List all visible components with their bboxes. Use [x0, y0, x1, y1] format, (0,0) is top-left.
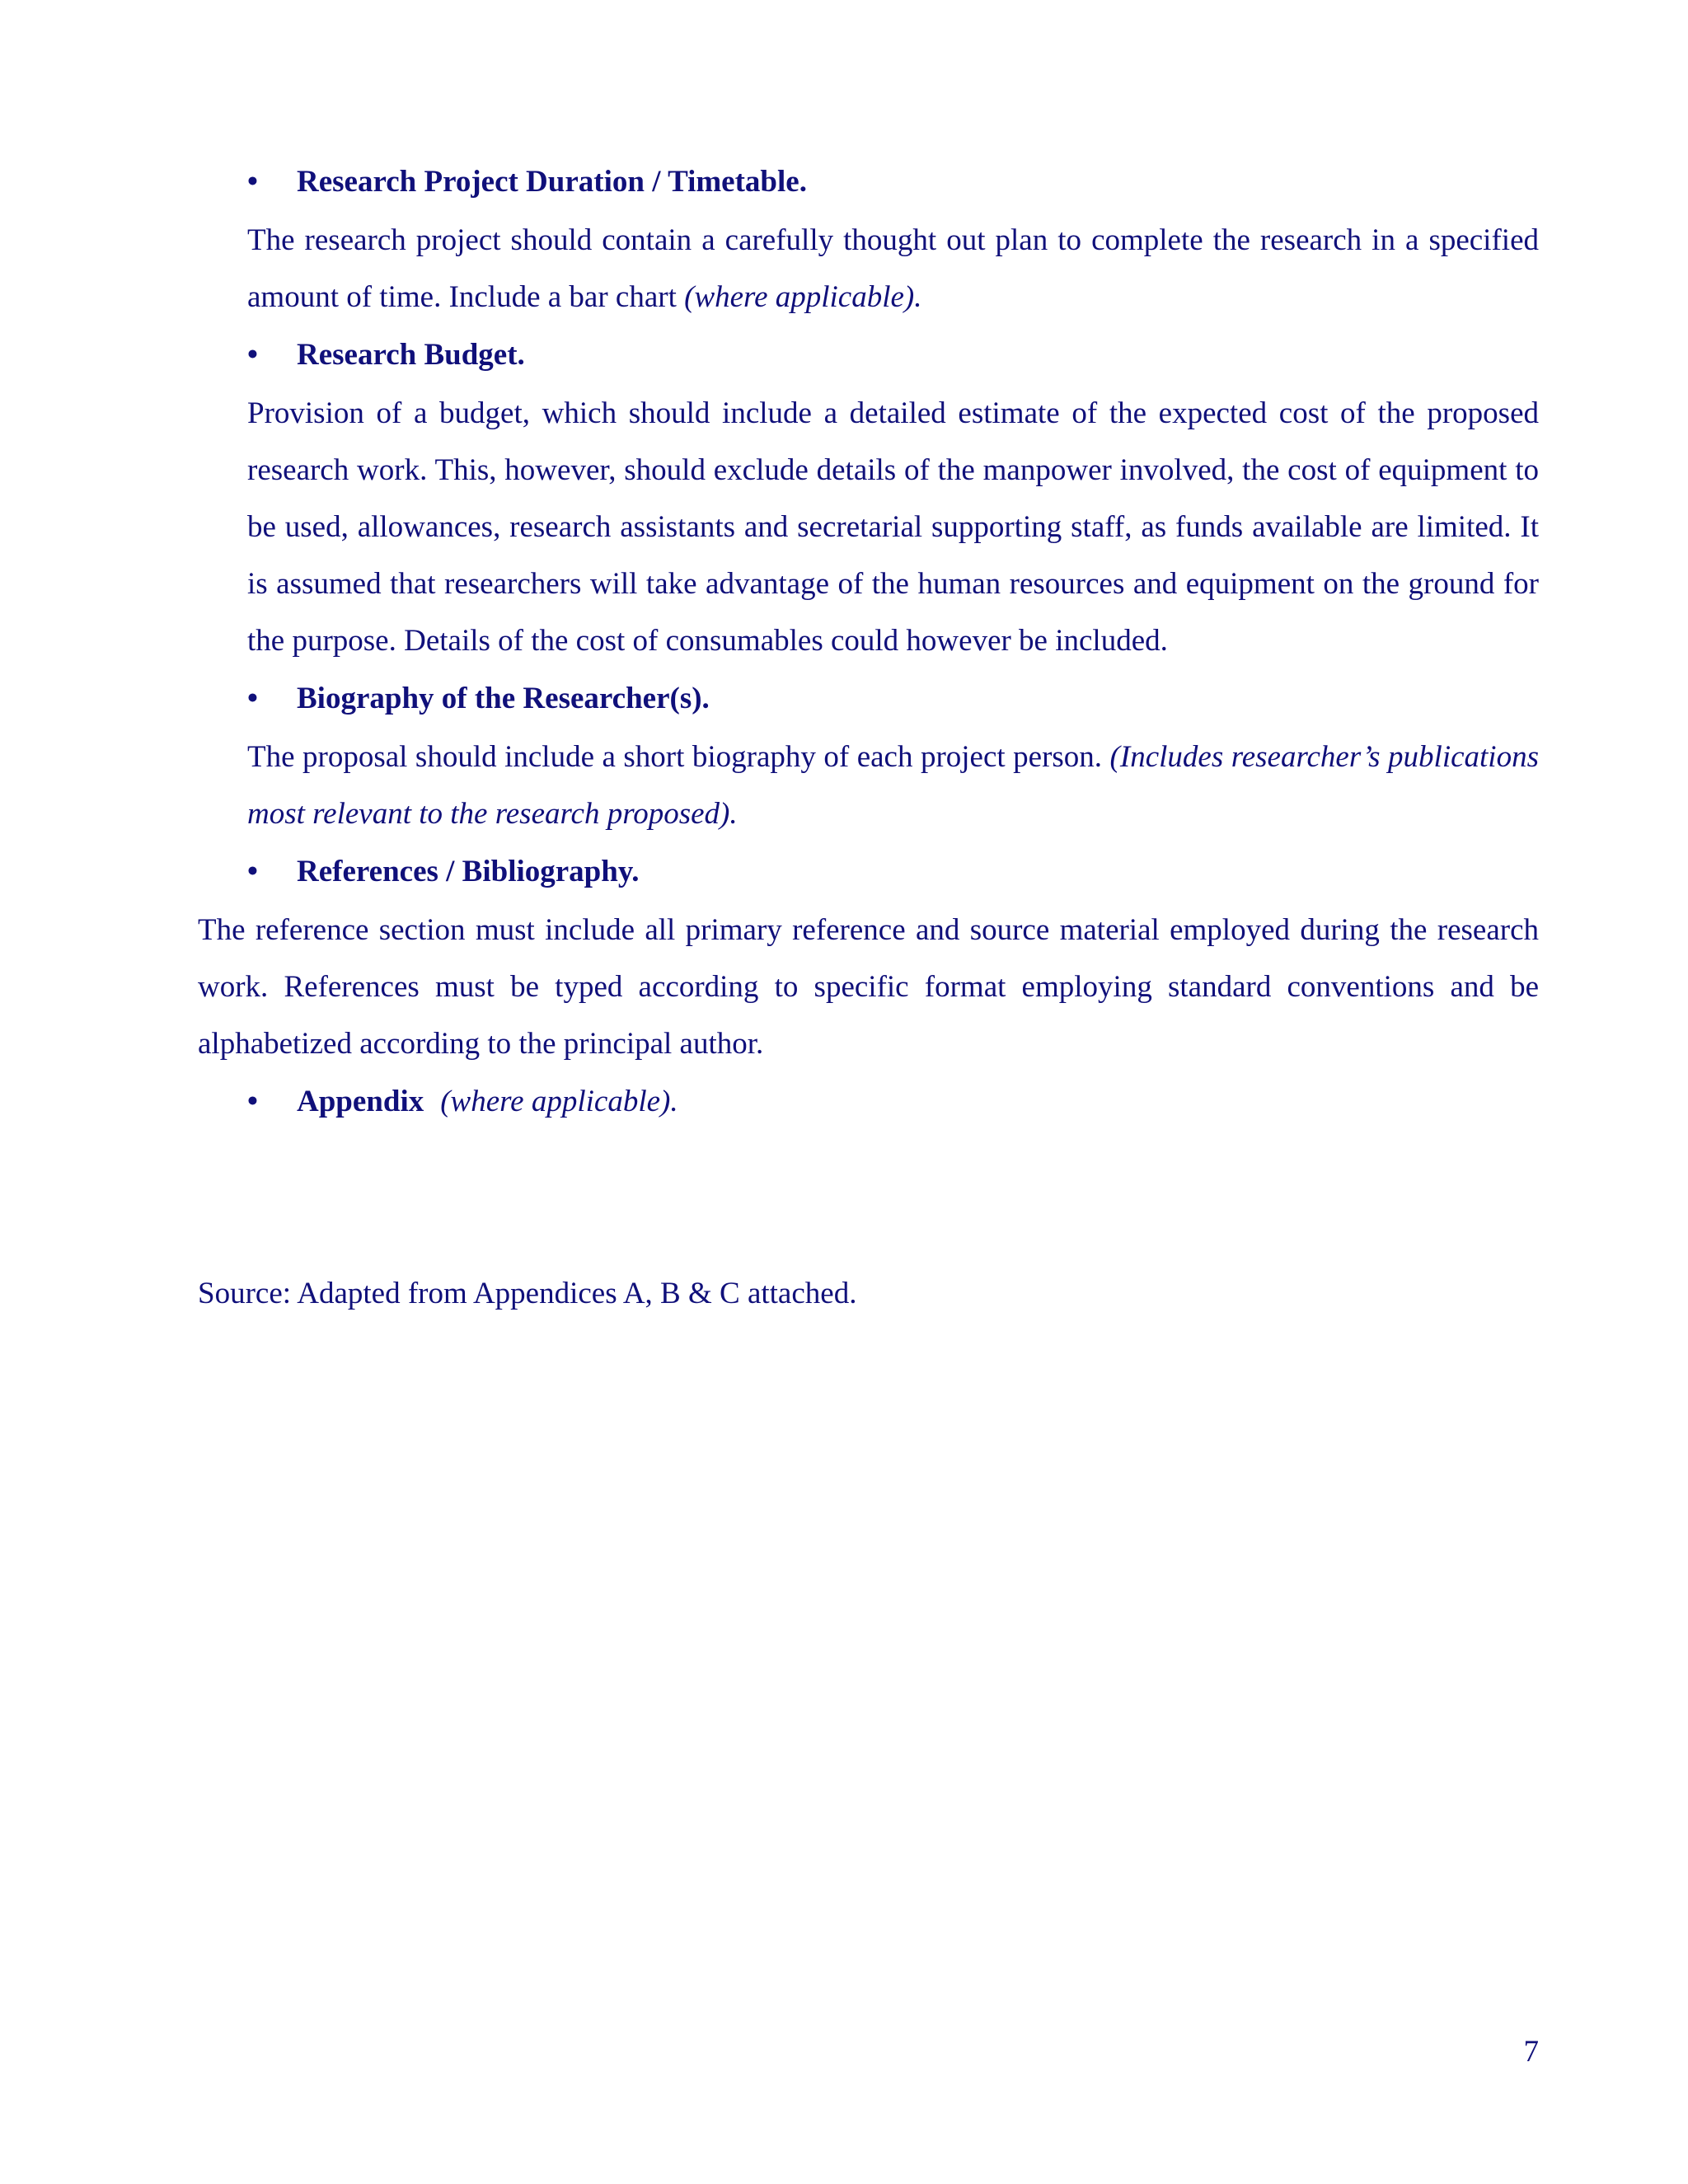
page-number: 7	[1523, 2035, 1539, 2069]
heading-italic-note: (where applicable).	[440, 1085, 678, 1118]
section-heading-duration	[247, 152, 1539, 212]
paragraph-text: The proposal should include a short biography of each project person.	[247, 740, 1110, 774]
document-body	[198, 152, 1539, 1132]
heading-text: Research Project Duration / Timetable.	[297, 165, 807, 199]
paragraph-biography	[247, 729, 1539, 842]
heading-text	[297, 1072, 678, 1132]
section-heading-budget	[247, 326, 1539, 385]
heading-label: Appendix	[297, 1085, 424, 1118]
bullet-icon: •	[247, 855, 258, 888]
bullet-icon: •	[247, 338, 258, 372]
paragraph-duration	[247, 212, 1539, 326]
section-heading-biography	[247, 669, 1539, 729]
bullet-icon: •	[247, 165, 258, 199]
bullet-icon: •	[247, 682, 258, 715]
paragraph-text: The reference section must include all primary reference and source material employed during the research work. References must be typed according to specific format employing standard conventions and be alphabetized according to the principal author.	[198, 913, 1539, 1061]
paragraph-text: The research project should contain a carefully thought out plan to complete the research in a specified amount of time. Include a bar chart	[247, 223, 1539, 314]
section-heading-appendix	[247, 1072, 1539, 1132]
paragraph-budget	[247, 385, 1539, 669]
paragraph-italic-note: (where applicable).	[684, 280, 922, 314]
section-heading-references	[247, 842, 1539, 902]
paragraph-references	[198, 902, 1539, 1072]
paragraph-text: Provision of a budget, which should include a detailed estimate of the expected cost of the proposed research work. This, however, should exclude details of the manpower involved, the cost of equipment to be used, allowances, research assistants and secretarial supporting staff, as funds available are limited. It is assumed that researchers will take advantage of the human resources and equipment on the ground for the purpose. Details of the cost of consumables could however be included.	[247, 396, 1539, 658]
heading-text: References / Bibliography.	[297, 855, 640, 888]
paragraph-italic-note: (Includes researcher’s publications most relevant to the research proposed).	[247, 740, 1539, 831]
heading-text: Research Budget.	[297, 338, 525, 372]
source-note: Source: Adapted from Appendices A, B & C attached.	[198, 1277, 857, 1310]
bullet-icon: •	[247, 1085, 258, 1118]
heading-text: Biography of the Researcher(s).	[297, 682, 710, 715]
